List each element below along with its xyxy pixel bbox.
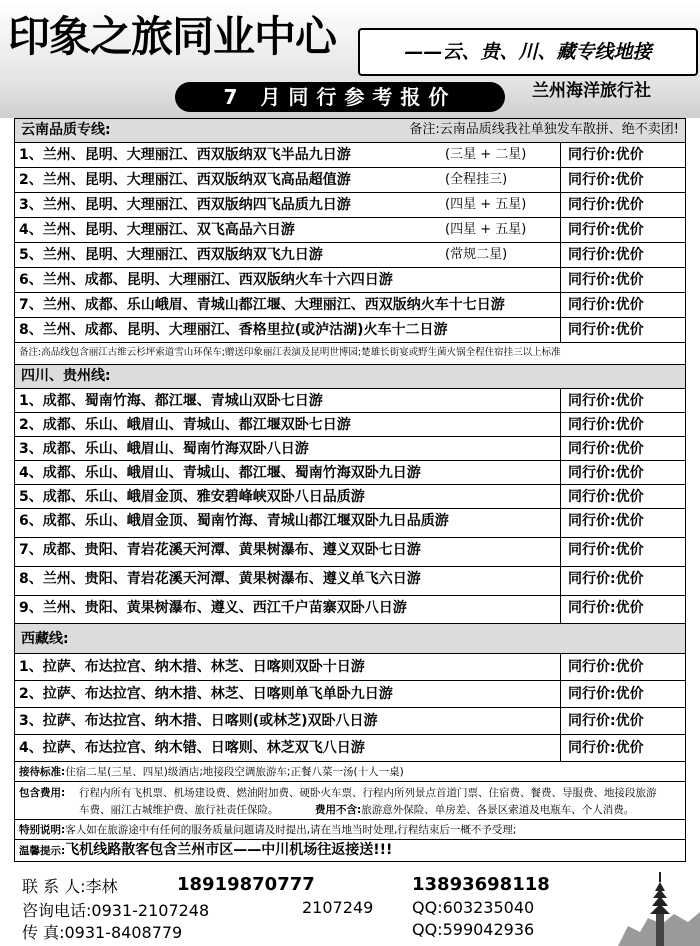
route-text: 3、拉萨、布达拉宫、纳木措、日喀则(或林芝)双卧八日游 [19,713,378,729]
route-text: 6、兰州、成都、昆明、大理丽江、西双版纳火车十六四日游 [19,272,393,288]
pagoda-illustration [618,866,700,946]
route-text: 8、兰州、贵阳、青岩花溪天河潭、黄果树瀑布、遵义单飞六日游 [19,571,421,587]
includes-line2: 车费、丽江古城维护费、旅行社责任保险。 [79,804,279,816]
route-row [15,708,685,735]
route-price: 同行价:优价 [568,197,644,213]
route-text: 5、成都、乐山、峨眉金顶、雅安碧峰峡双卧八日品质游 [19,489,365,505]
phone-2: 2107249 [302,898,374,917]
section-title-sichuan-guizhou [15,365,685,389]
route-price: 同行价:优价 [568,147,644,163]
route-text: 2、拉萨、布达拉宫、纳木措、林芝、日喀则单飞单卧九日游 [19,686,393,702]
route-row [15,654,685,681]
route-price: 同行价:优价 [568,489,644,505]
route-row [15,389,685,413]
route-price: 同行价:优价 [568,417,644,433]
section-title-text: 四川、贵州线: [21,368,111,384]
special-label: 特别说明: [19,824,66,836]
route-tag: (三星 + 二星) [445,147,527,162]
route-price: 同行价:优价 [568,272,644,288]
excludes-label: 费用不含: [315,804,362,816]
route-text: 8、兰州、成都、昆明、大理丽江、香格里拉(或泸沽湖)火车十二日游 [19,322,448,338]
price-banner: 7 月同行参考报价 [175,82,505,112]
special-note [15,820,685,840]
header [0,0,700,118]
route-tag: (四星 + 五星) [445,222,527,237]
section-title-text: 云南品质专线: [21,122,111,138]
route-row [15,143,685,168]
section-footnote: 备注:高品线包含丽江古维云杉坪索道雪山环保车;赠送印象丽江表演及昆明世博园;楚雄长街宴或野生菌火锅全程住宿挂三以上标准 [15,343,685,365]
subtitle-box: ——云、贵、川、藏专线地接 [358,28,698,76]
route-row [15,193,685,218]
route-text: 4、兰州、昆明、大理丽江、双飞高品六日游 [19,222,295,238]
route-price: 同行价:优价 [568,513,644,529]
special-text: 客人如在旅游途中有任何的服务质量问题请及时提出,请在当地当时处理,行程结束后一概不予受理; [65,824,517,836]
excludes-text: 旅游意外保险、单房差、各景区索道及电瓶车、个人消费。 [361,804,635,816]
route-text: 4、成都、乐山、峨眉山、青城山、都江堰、蜀南竹海双卧九日游 [19,465,421,481]
fee-details [15,782,685,820]
route-text: 5、兰州、昆明、大理丽江、西双版纳双飞九日游 [19,247,323,263]
mobile-1: 18919870777 [177,874,315,895]
fax-number: 0931-8408779 [64,923,183,942]
contact-person-name: 李林 [85,877,118,896]
company-name: 兰州海洋旅行社 [532,81,651,101]
route-price: 同行价:优价 [568,686,644,702]
route-text: 1、拉萨、布达拉宫、纳木措、林芝、日喀则双卧十日游 [19,659,365,675]
qq-label-1: QQ: [412,898,443,917]
route-row [15,243,685,268]
route-price: 同行价:优价 [568,322,644,338]
route-row [15,461,685,485]
route-price: 同行价:优价 [568,542,644,558]
route-row [15,318,685,343]
route-row [15,168,685,193]
contact-row-person [22,874,622,897]
route-price: 同行价:优价 [568,172,644,188]
route-row [15,735,685,762]
route-row [15,268,685,293]
tip-label: 温馨提示: [19,845,66,857]
includes-line1: 行程内所有飞机票、机场建设费、燃油附加费、硬卧火车票、行程内所列景点首道门票、住宿费、餐费、导服费、地接段旅游 [79,787,657,799]
standard-label: 接待标准: [19,766,66,778]
route-row [15,596,685,624]
page-title: 印象之旅同业中心 [8,12,337,61]
route-text: 2、成都、乐山、峨眉山、青城山、都江堰双卧七日游 [19,417,351,433]
route-text: 7、兰州、成都、乐山峨眉、青城山都江堰、大理丽江、西双版纳火车十七日游 [19,297,505,313]
contact-person-label: 联 系 人: [22,877,86,896]
route-price: 同行价:优价 [568,740,644,756]
standard-text: 住宿二星(三星、四星)级酒店;地接段空调旅游车;正餐八菜一汤(十人一桌) [65,766,404,778]
section-title-tibet [15,624,685,654]
warm-tip [15,840,685,861]
service-standard [15,762,685,782]
route-price: 同行价:优价 [568,600,644,616]
route-price: 同行价:优价 [568,247,644,263]
route-text: 6、成都、乐山、峨眉金顶、蜀南竹海、青城山都江堰双卧九日品质游 [19,513,449,529]
route-row [15,681,685,708]
qq-1: 603235040 [442,898,535,917]
phone-1: 0931-2107248 [91,901,210,920]
route-text: 7、成都、贵阳、青岩花溪天河潭、黄果树瀑布、遵义双卧七日游 [19,542,421,558]
route-price: 同行价:优价 [568,441,644,457]
contact-row-fax [22,920,622,943]
route-row [15,218,685,243]
route-row [15,485,685,509]
route-row [15,293,685,318]
route-row [15,413,685,437]
route-text: 2、兰州、昆明、大理丽江、西双版纳双飞高品超值游 [19,172,351,188]
route-text: 9、兰州、贵阳、黄果树瀑布、遵义、西江千户苗寨双卧八日游 [19,600,407,616]
route-price: 同行价:优价 [568,659,644,675]
route-text: 4、拉萨、布达拉宫、纳木错、日喀则、林芝双飞八日游 [19,740,365,756]
section-title-yunnan [15,119,685,143]
route-price: 同行价:优价 [568,222,644,238]
includes-label: 包含费用: [19,787,66,799]
phone-label: 咨询电话: [22,901,92,920]
route-price: 同行价:优价 [568,571,644,587]
route-price: 同行价:优价 [568,393,644,409]
route-price: 同行价:优价 [568,465,644,481]
route-tag: (全程挂三) [445,172,508,187]
route-text: 1、兰州、昆明、大理丽江、西双版纳双飞半品九日游 [19,147,351,163]
route-price: 同行价:优价 [568,297,644,313]
route-tag: (四星 + 五星) [445,197,527,212]
route-row [15,509,685,538]
fax-label: 传 真: [22,923,65,942]
price-table [14,118,686,862]
qq-label-2: QQ: [412,920,443,939]
contact-row-phone [22,898,622,921]
route-tag: (常规二星) [445,247,508,262]
route-row [15,437,685,461]
route-row [15,538,685,567]
route-text: 1、成都、蜀南竹海、都江堰、青城山双卧七日游 [19,393,323,409]
route-row [15,567,685,596]
tip-text: 飞机线路散客包含兰州市区——中川机场往返接送!!! [65,842,393,858]
section-title-text: 西藏线: [21,631,69,647]
route-text: 3、兰州、昆明、大理丽江、西双版纳四飞品质九日游 [19,197,351,213]
route-price: 同行价:优价 [568,713,644,729]
qq-2: 599042936 [442,920,535,939]
section-note: 备注:云南品质线我社单独发车散拼、绝不卖团! [409,122,679,137]
mobile-2: 13893698118 [412,874,550,895]
route-text: 3、成都、乐山、峨眉山、蜀南竹海双卧八日游 [19,441,309,457]
